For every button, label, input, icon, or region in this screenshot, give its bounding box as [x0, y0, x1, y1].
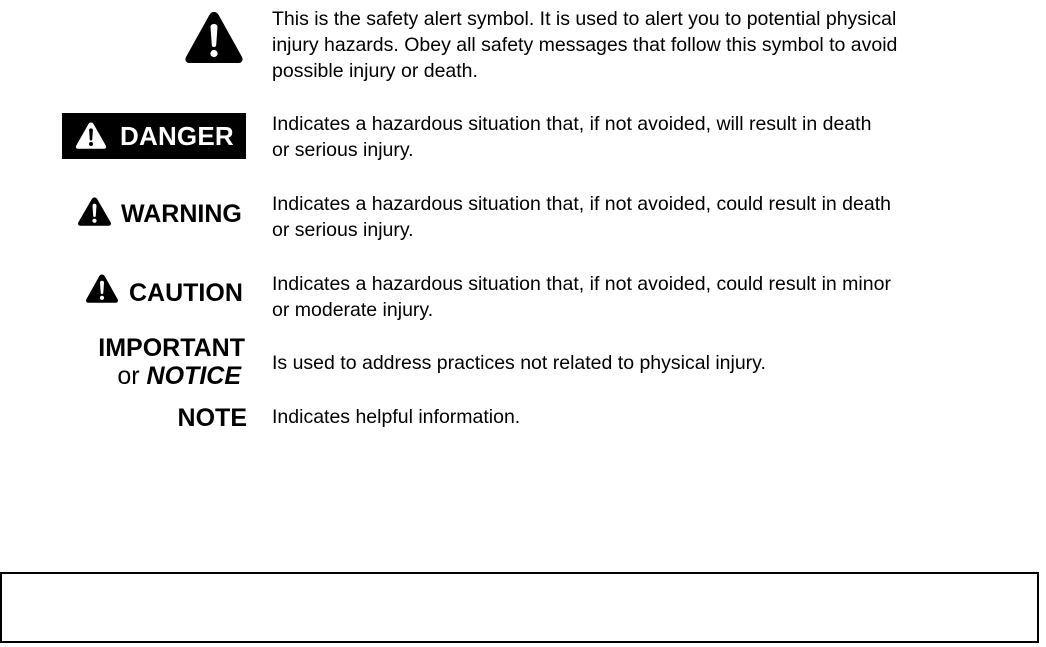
warning-description: [272, 191, 1012, 243]
important-label: IMPORTANT: [98, 334, 245, 362]
warning-triangle-icon: [75, 121, 107, 150]
caution-line-2: or moderate injury.: [272, 299, 434, 321]
or-notice-label: [117, 362, 241, 390]
caution-description: [272, 271, 1012, 323]
danger-line-1: Indicates a hazardous situation that, if not avoided, will result in death: [272, 113, 872, 135]
caution-label: CAUTION: [129, 279, 243, 307]
warning-line-2: or serious injury.: [272, 219, 414, 241]
alert-symbol-description: [272, 6, 1012, 84]
danger-description: [272, 111, 1012, 163]
caution-line-1: Indicates a hazardous situation that, if not avoided, could result in minor: [272, 273, 891, 295]
notice-label: NOTICE: [146, 362, 241, 390]
danger-label: DANGER: [120, 121, 234, 151]
alert-symbol-line-3: possible injury or death.: [272, 60, 478, 82]
alert-symbol-line-2: injury hazards. Obey all safety messages that follow this symbol to avoid: [272, 34, 898, 56]
safety-alert-triangle-icon: [184, 10, 244, 64]
danger-signal-word-panel: [62, 113, 246, 159]
note-line-1: Indicates helpful information.: [272, 406, 521, 428]
warning-label: WARNING: [121, 200, 242, 228]
danger-line-2: or serious injury.: [272, 139, 414, 161]
note-description: [272, 404, 1012, 430]
note-label: NOTE: [177, 404, 247, 432]
warning-line-1: Indicates a hazardous situation that, if not avoided, could result in death: [272, 193, 891, 215]
important-description: [272, 350, 1012, 376]
alert-symbol-line-1: This is the safety alert symbol. It is used to alert you to potential physical: [272, 8, 897, 30]
warning-triangle-icon: [85, 273, 119, 304]
warning-triangle-icon: [77, 196, 112, 227]
or-word: or: [117, 362, 140, 390]
important-line-1: Is used to address practices not related to physical injury.: [272, 352, 766, 374]
empty-bordered-box: [0, 572, 1039, 643]
